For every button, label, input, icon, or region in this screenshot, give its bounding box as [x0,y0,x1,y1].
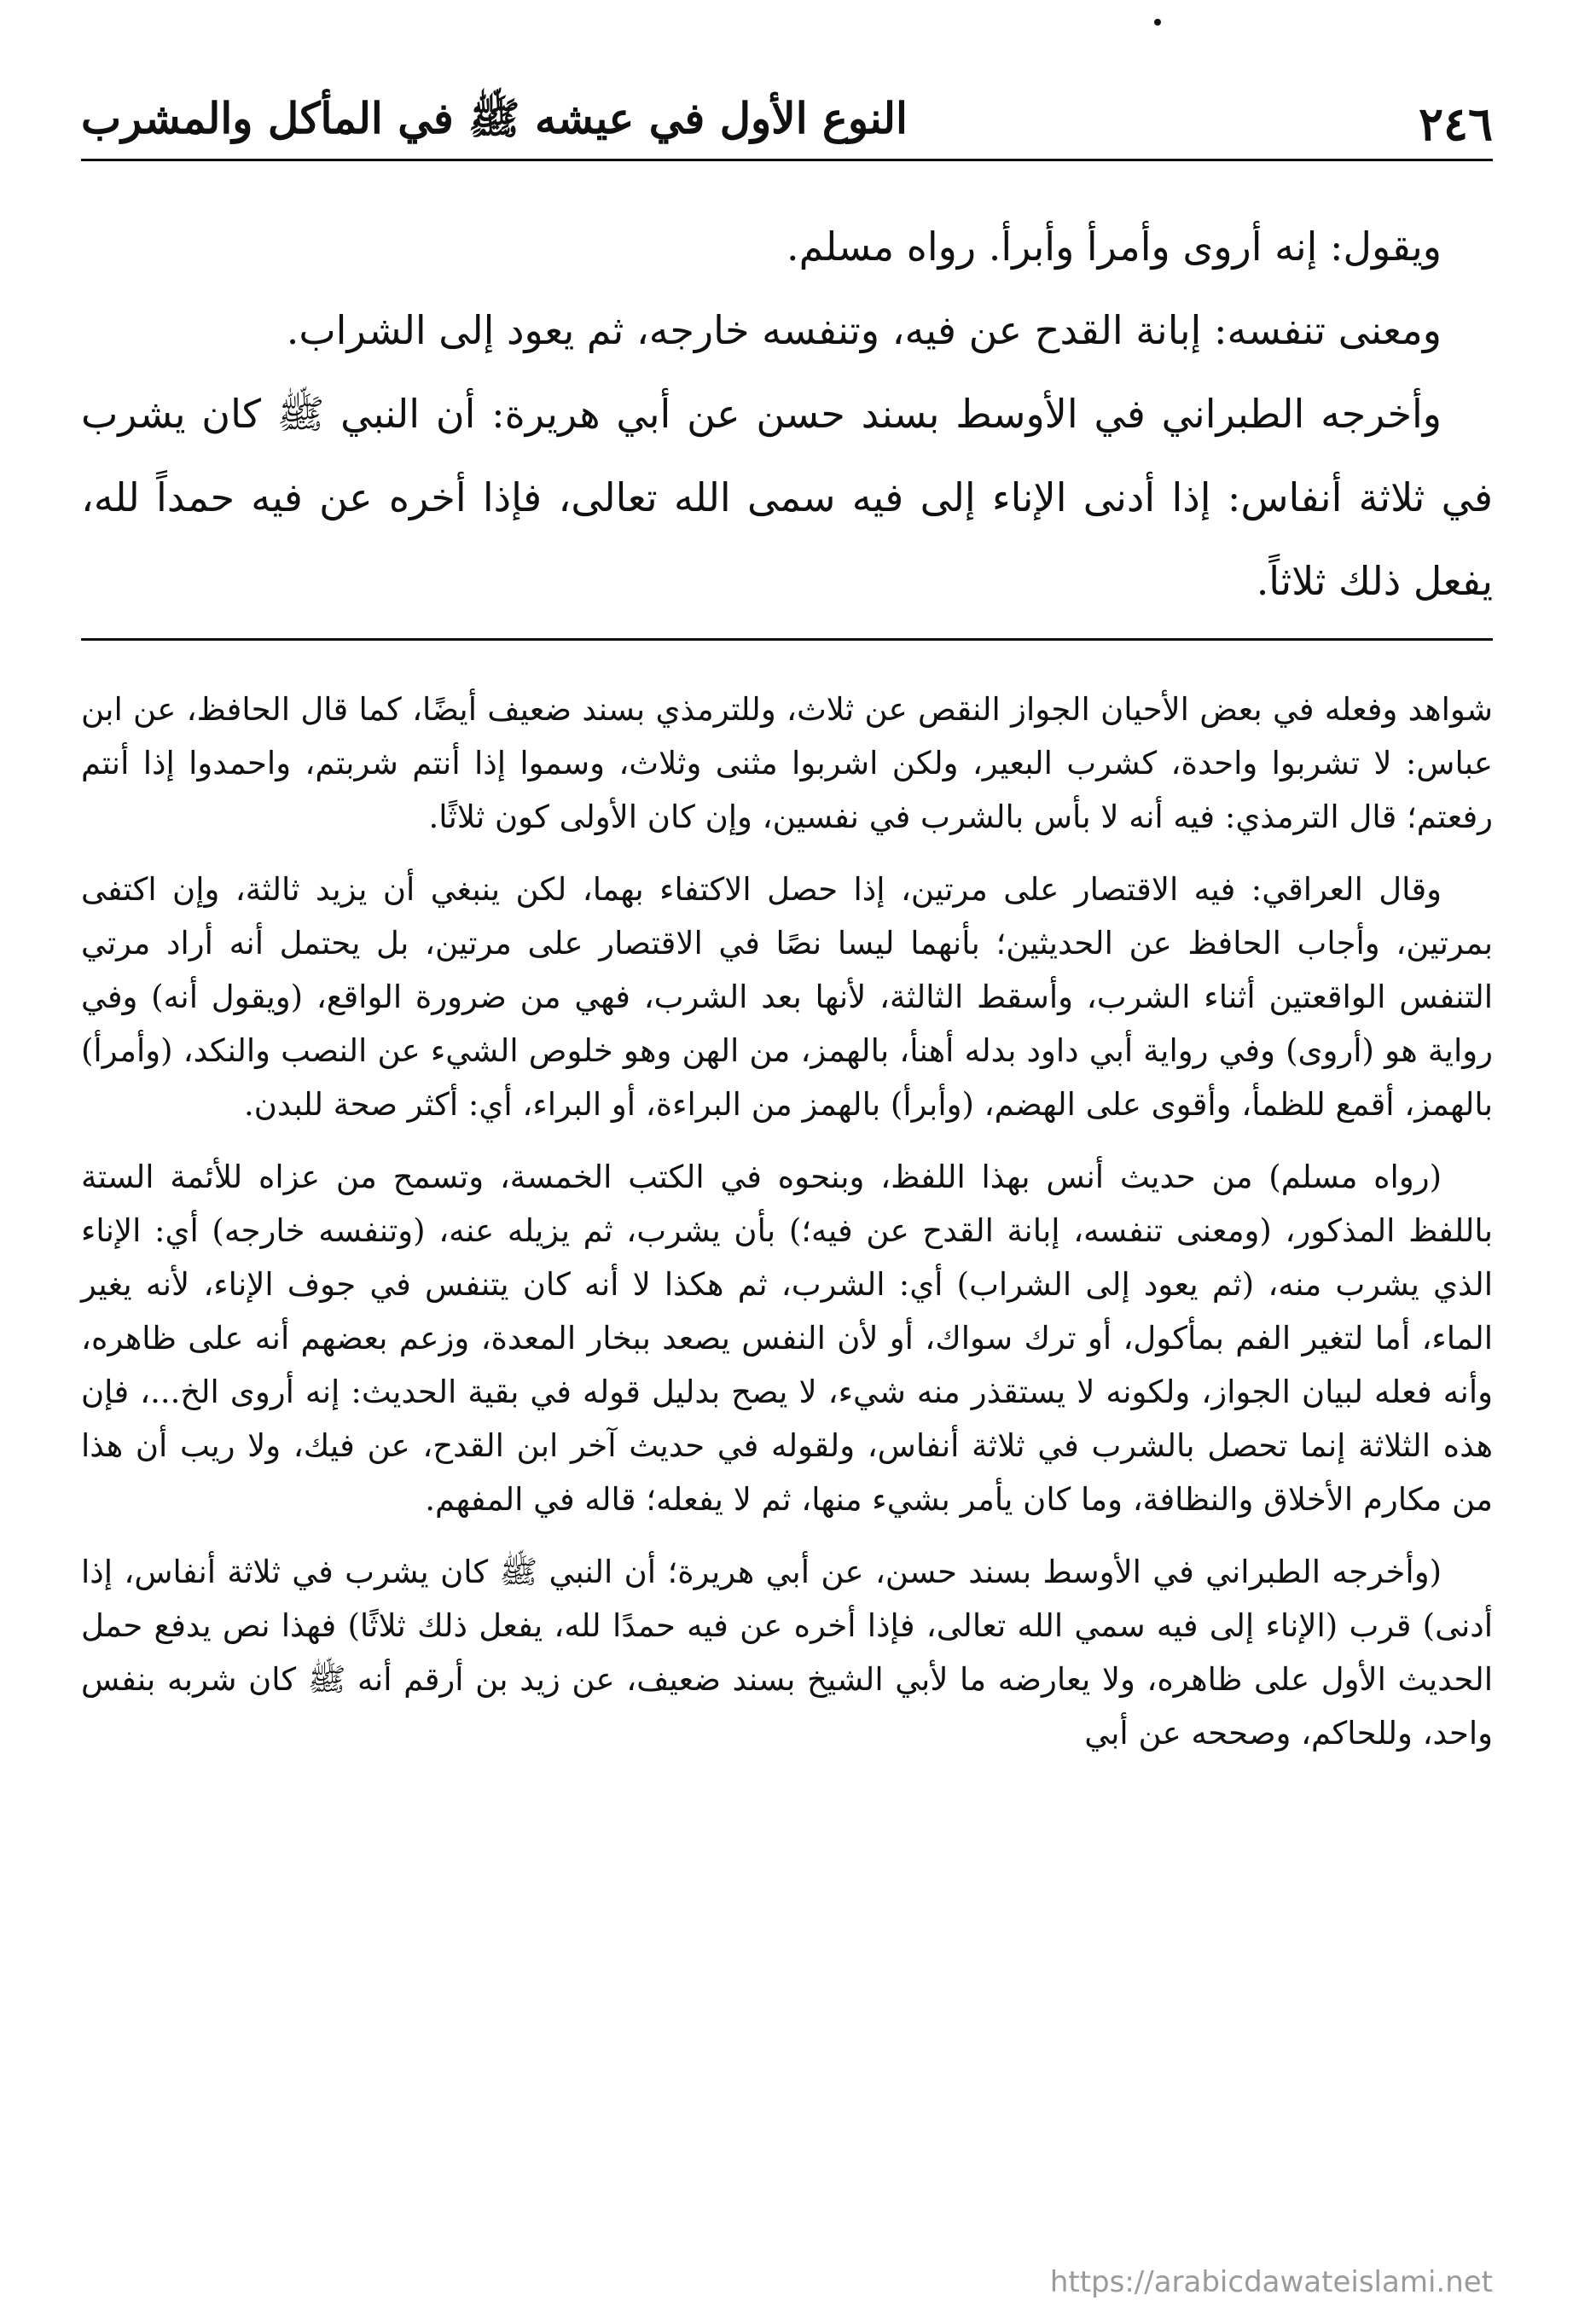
commentary [81,683,1493,1779]
commentary-paragraph: (وأخرجه الطبراني في الأوسط بسند حسن، عن أبي هريرة؛ أن النبي ﷺ كان يشرب في ثلاثة أنفاس، إذا أدنى) قرب (الإناء إلى فيه سمي الله تعالى، فإذا أخره عن فيه حمدًا لله، يفعل ذلك ثلاثًا) فهذا نص يدفع حمل الحديث الأول على ظاهره، ولا يعارضه ما لأبي الشيخ بسند ضعيف، عن زيد بن أرقم أنه ﷺ كان شربه بنفس واحد، وللحاكم، وصححه عن أبي [81,1554,1493,1752]
commentary-paragraph: وقال العراقي: فيه الاقتصار على مرتين، إذا حصل الاكتفاء بهما، لكن ينبغي أن يزيد ثالثة، وإن اكتفى بمرتين، وأجاب الحافظ عن الحديثين؛ بأنهما ليسا نصًا في الاقتصار على مرتين، بل يحتمل أنه أراد مرتي التنفس الواقعتين أثناء الشرب، وأسقط الثالثة، لأنها بعد الشرب، فهي من ضرورة الواقع، (ويقول أنه) وفي رواية هو (أروى) وفي رواية أبي داود بدله أهنأ، بالهمز، من الهن وهو خلوص الشيء عن النصب والنكد، (وأمرأ) بالهمز، أقمع للظمأ، وأقوى على الهضم، (وأبرأ) بالهمز من البراءة، أو البراء، أي: أكثر صحة للبدن. [81,871,1493,1123]
running-title: النوع الأول في عيشه ﷺ في المأكل والمشرب [81,93,908,143]
main-paragraph: ويقول: إنه أروى وأمرأ وأبرأ. رواه مسلم. [786,224,1442,270]
page-header [81,94,1493,154]
watermark-url: https://arabicdawateislami.net [1049,2265,1493,2299]
commentary-paragraph: (رواه مسلم) من حديث أنس بهذا اللفظ، وبنحوه في الكتب الخمسة، وتسمح من عزاه للأئمة الستة باللفظ المذكور، (ومعنى تنفسه، إبانة القدح عن فيه؛) بأن يشرب، ثم يزيله عنه، (وتنفسه خارجه) أي: الإناء الذي يشرب منه، (ثم يعود إلى الشراب) أي: الشرب، ثم هكذا لا أنه كان يتنفس في جوف الإناء، لأنه يغير الماء، أما لتغير الفم بمأكول، أو ترك سواك، أو لأن النفس يصعد ببخار المعدة، وزعم بعضهم أنه على ظاهره، وأنه فعله لبيان الجواز، ولكونه لا يستقذر منه شيء، لا يصح بدليل قوله في بقية الحديث: إنه أروى الخ...، فإن هذه الثلاثة إنما تحصل بالشرب في ثلاثة أنفاس، ولقوله في حديث آخر ابن القدح، عن فيك، ولا ريب أن هذا من مكارم الأخلاق والنظافة، وما كان يأمر بشيء منها، ثم لا يفعله؛ قاله في المفهم. [81,1159,1493,1518]
commentary-paragraph: شواهد وفعله في بعض الأحيان الجواز النقص عن ثلاث، وللترمذي بسند ضعيف أيضًا، كما قال الحافظ، عن ابن عباس: لا تشربوا واحدة، كشرب البعير، ولكن اشربوا مثنى وثلاث، وسموا إذا أنتم شربتم، واحمدوا إذا أنتم رفعتم؛ قال الترمذي: فيه أنه لا بأس بالشرب في نفسين، وإن كان الأولى كون ثلاثًا. [81,691,1493,835]
main-text [81,205,1493,623]
page-number: ٢٤٦ [1418,96,1493,151]
main-paragraph: ومعنى تنفسه: إبانة القدح عن فيه، وتنفسه خارجه، ثم يعود إلى الشراب. [286,307,1442,353]
main-paragraph: وأخرجه الطبراني في الأوسط بسند حسن عن أبي هريرة: أن النبي ﷺ كان يشرب في ثلاثة أنفاس: إذا أدنى الإناء إلى فيه سمى الله تعالى، فإذا أخره عن فيه حمداً لله، يفعل ذلك ثلاثاً. [81,391,1493,604]
ink-dot [1154,19,1161,26]
separator-rule [81,638,1493,641]
header-rule [81,159,1493,161]
